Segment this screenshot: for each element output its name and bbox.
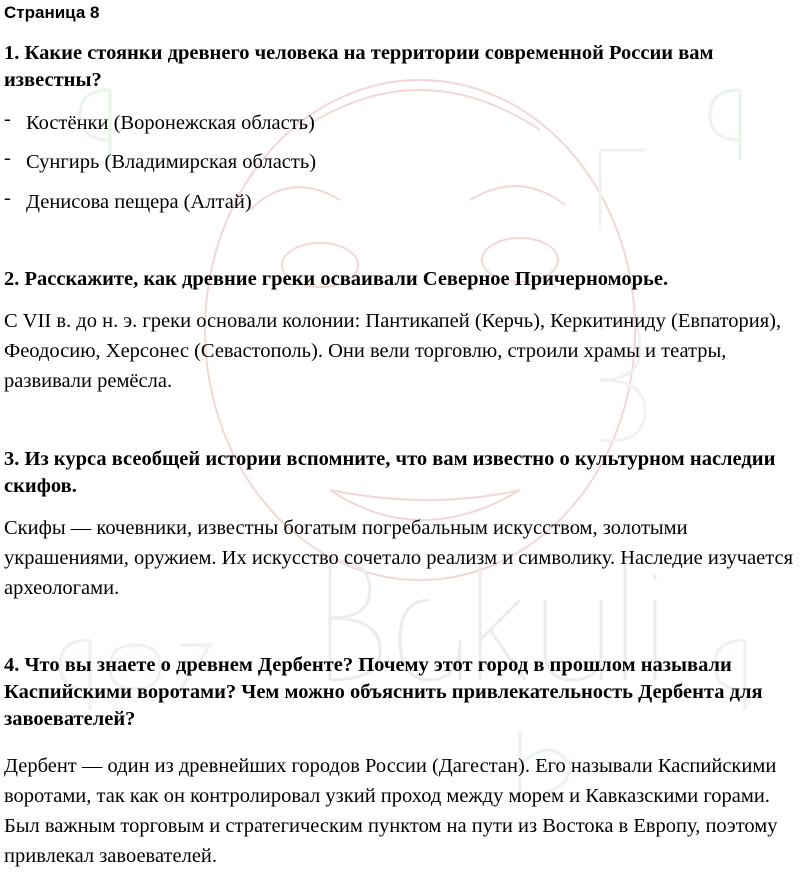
list-bullet: - (4, 187, 11, 209)
list-item-text: Костёнки (Воронежская область) (26, 112, 315, 134)
question-2: 2. Расскажите, как древние греки осваивали Северное Причерноморье. (4, 268, 669, 290)
list-item (4, 110, 315, 136)
answer-2: С VII в. до н. э. греки основали колонии: Пантикапей (Керчь), Керкитиниду (Евпатория), Феодосию, Херсонес (Севастополь). Они вели торговлю, строили храмы и театры, развивали ремёсла. (4, 310, 782, 392)
question-1: 1. Какие стоянки древнего человека на территории современной России вам известны? (4, 42, 714, 91)
answer-4: Дербент — один из древнейших городов России (Дагестан). Его называли Каспийскими воротами, так как он контролировал узкий проход между морем и Кавказскими горами. Был важным торговым и стратегическим пунктом на пути из Востока в Европу, поэтому привлекал завоевателей. (4, 755, 778, 867)
page-title: Страница 8 (4, 3, 100, 22)
question-3: 3. Из курса всеобщей истории вспомните, что вам известно о культурном наследии скифов. (4, 448, 776, 497)
answer-3: Скифы — кочевники, известны богатым погребальным искусством, золотыми украшениями, оружием. Их искусство сочетало реализм и символику. Наследие изучается археологами. (4, 517, 794, 599)
list-item (4, 149, 316, 175)
list-bullet: - (4, 147, 11, 169)
list-item-text: Сунгирь (Владимирская область) (26, 151, 317, 173)
list-item (4, 189, 252, 215)
list-bullet: - (4, 108, 11, 130)
question-4: 4. Что вы знаете о древнем Дербенте? Почему этот город в прошлом называли Каспийскими воротами? Чем можно объяснить привлекательность Дербента для завоевателей? (4, 654, 763, 730)
list-item-text: Денисова пещера (Алтай) (26, 191, 252, 213)
